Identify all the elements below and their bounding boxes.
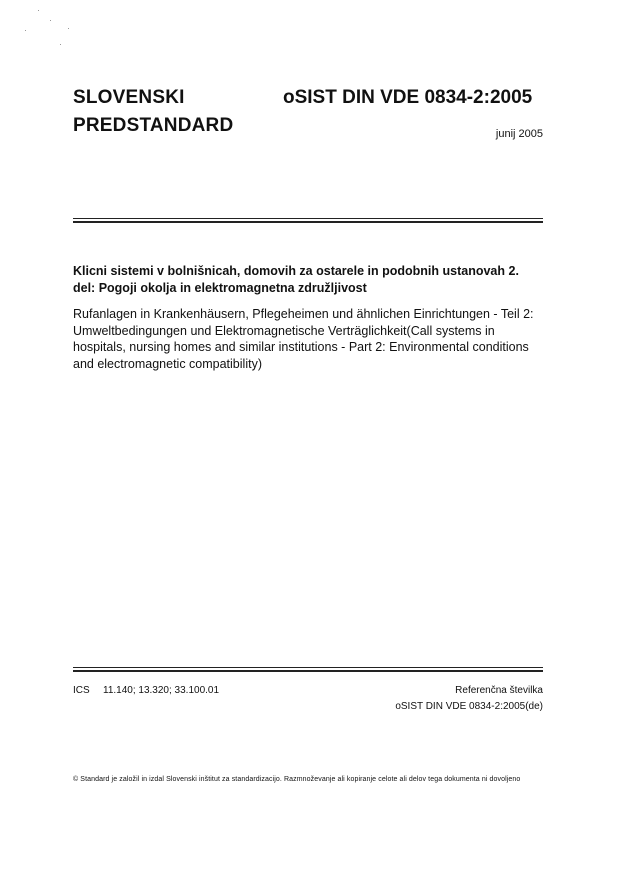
scan-speck [50,20,51,21]
document-type-line1: SLOVENSKI [73,87,185,108]
standard-code: oSIST DIN VDE 0834-2:2005 [283,87,533,108]
document-type-title [73,84,233,140]
publication-date: junij 2005 [495,128,543,140]
header-rule-top [73,218,543,219]
scan-speck [60,44,61,45]
reference-number: oSIST DIN VDE 0834-2:2005(de) [395,701,543,712]
ics-label: ICS [73,685,90,696]
scan-speck [25,30,26,31]
reference-label: Referenčna številka [455,685,543,696]
header-rule-bottom [73,221,543,223]
footer-rule-bottom [73,670,543,672]
slovenian-title: Klicni sistemi v bolnišnicah, domovih za ostarele in podobnih ustanovah 2. del: Pogoji okolja in elektromagnetna združljivost [73,264,519,295]
footer-rule-top [73,667,543,668]
german-english-title: Rufanlagen in Krankenhäusern, Pflegeheimen und ähnlichen Einrichtungen - Teil 2: Umweltbedingungen und Elektromagnetische Verträglichkeit(Call systems in hospitals, nursing homes and similar institutions - Part 2: Environmental conditions and electromagnetic compatibility) [73,307,534,371]
scan-speck [38,10,39,11]
ics-value: 11.140; 13.320; 33.100.01 [103,685,220,696]
scan-speck [68,28,69,29]
copyright-note: © Standard je založil in izdal Slovenski inštitut za standardizacijo. Razmnoževanje ali kopiranje celote ali delov tega dokumenta ni dovoljeno [73,776,521,783]
document-type-line2: PREDSTANDARD [73,115,234,136]
